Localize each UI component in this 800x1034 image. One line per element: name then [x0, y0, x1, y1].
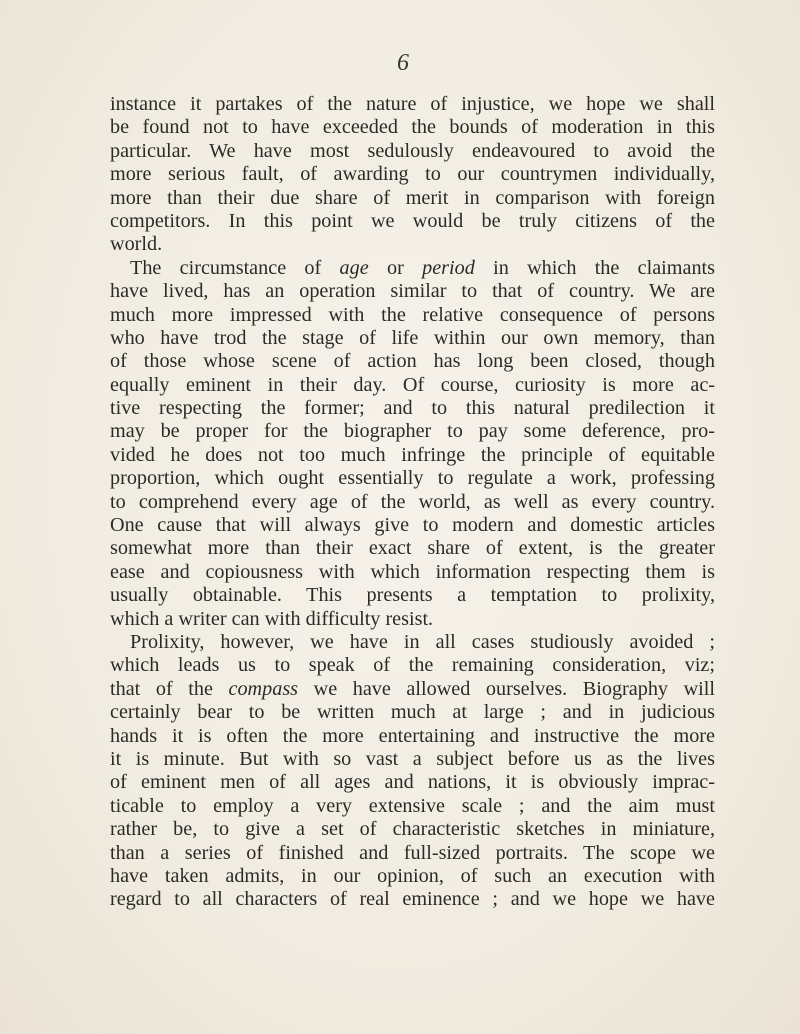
text-line: instance it partakes of the nature of injustice, we hope we shall [110, 93, 715, 115]
text-line: of those whose scene of action has long been closed, though [110, 350, 715, 373]
text-segment: or [368, 256, 423, 279]
text-line: to comprehend every age of the world, as well as every country. [110, 490, 715, 513]
text-line: who have trod the stage of life within our own memory, than [110, 326, 715, 349]
text-line: have lived, has an operation similar to that of country. We are [110, 280, 715, 303]
text-line: Prolixity, however, we have in all cases studiously avoided ; [130, 630, 715, 653]
body-text [110, 93, 715, 912]
text-line: vided he does not too much infringe the principle of equitable [110, 443, 715, 466]
italic-term: period [422, 256, 475, 279]
text-line: competitors. In this point we would be truly citizens of the [110, 209, 715, 232]
text-line: more than their due share of merit in comparison with foreign [110, 186, 715, 209]
text-line: be found not to have exceeded the bounds of moderation in this [110, 116, 715, 139]
text-line: world. [110, 233, 163, 256]
text-line: may be proper for the biographer to pay some deference, pro- [110, 420, 715, 443]
text-line: somewhat more than their exact share of extent, is the greater [110, 537, 715, 560]
text-segment: that of the [110, 677, 229, 700]
text-line: it is minute. But with so vast a subject before us as the lives [110, 747, 715, 770]
text-line: ease and copiousness with which information respecting them is [110, 560, 715, 583]
text-line [110, 257, 715, 280]
text-line: particular. We have most sedulously endeavoured to avoid the [110, 139, 715, 162]
text-segment: The circumstance of [130, 256, 340, 279]
text-line: of eminent men of all ages and nations, it is obviously imprac- [110, 771, 715, 794]
text-line: than a series of finished and full-sized portraits. The scope we [110, 841, 715, 864]
text-line: which a writer can with difficulty resist. [110, 607, 434, 630]
text-line: equally eminent in their day. Of course, curiosity is more ac- [110, 373, 715, 396]
text-line: which leads us to speak of the remaining consideration, viz; [110, 654, 715, 677]
page-number: 6 [397, 50, 409, 76]
text-segment: in which the claimants [474, 256, 715, 279]
text-line: proportion, which ought essentially to regulate a work, professing [110, 467, 715, 490]
text-line: tive respecting the former; and to this natural predilection it [110, 397, 715, 420]
text-line: ticable to employ a very extensive scale ; and the aim must [110, 794, 715, 817]
text-line: usually obtainable. This presents a temptation to prolixity, [110, 584, 715, 607]
italic-term: compass [228, 677, 299, 700]
text-line: certainly bear to be written much at large ; and in judicious [110, 701, 715, 724]
text-line: hands it is often the more entertaining and instructive the more [110, 724, 715, 747]
text-line: regard to all characters of real eminence ; and we hope we have [110, 888, 715, 911]
italic-term: age [339, 256, 369, 279]
text-line [110, 678, 715, 701]
text-line: One cause that will always give to modern and domestic articles [110, 514, 715, 537]
text-line: more serious fault, of awarding to our countrymen individually, [110, 163, 715, 186]
text-line: rather be, to give a set of characteristic sketches in miniature, [110, 818, 715, 841]
text-line: much more impressed with the relative consequence of persons [110, 303, 715, 326]
text-segment: we have allowed ourselves. Biography will [298, 677, 715, 700]
text-line: have taken admits, in our opinion, of such an execution with [110, 864, 715, 887]
